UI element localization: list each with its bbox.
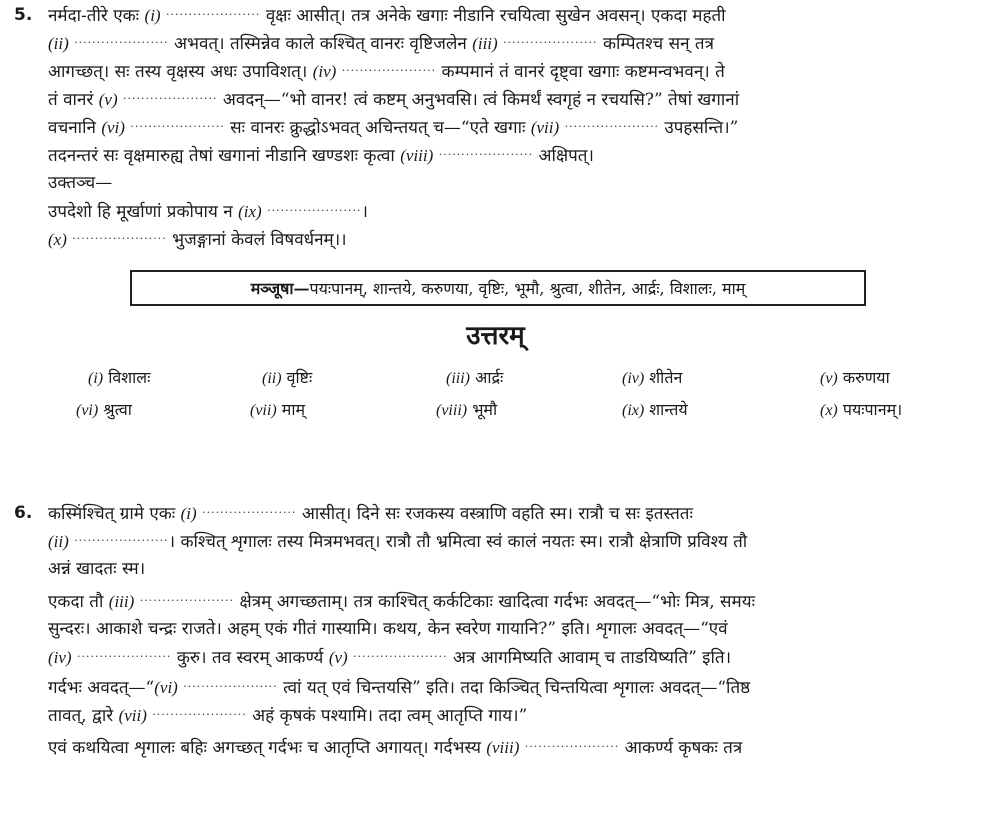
blank-label: (viii) xyxy=(486,738,520,757)
q6-line-2 xyxy=(48,528,973,555)
answer-item xyxy=(436,398,497,420)
q5-line-1 xyxy=(48,2,973,29)
answer-num: (ix) xyxy=(622,402,645,419)
text: नर्मदा-तीरे एकः xyxy=(48,6,145,26)
text: गर्दभः अवदत्—“ xyxy=(48,678,155,698)
question-6-number: 6. xyxy=(14,503,33,523)
answer-word: शीतेन xyxy=(649,368,683,387)
blank-label: (vii) xyxy=(530,118,560,137)
blank-dots: ····················· xyxy=(74,534,169,547)
blank-label: (iv) xyxy=(312,62,337,81)
blank-label: (iii) xyxy=(472,34,498,53)
answer-num: (vi) xyxy=(76,402,99,419)
blank-label: (iv) xyxy=(48,648,72,667)
text: वृक्षः आसीत्। तत्र अनेके खगाः नीडानि रचयित्वा सुखेन अवसन्। एकदा महती xyxy=(265,6,726,26)
text: । xyxy=(361,202,368,222)
blank-dots: ····················· xyxy=(165,8,261,21)
answer-word: भूमौ xyxy=(472,400,498,419)
answer-word: माम् xyxy=(281,400,306,419)
blank-label: (vi) xyxy=(154,678,178,697)
text: आसीत्। दिने सः रजकस्य वस्त्राणि वहति स्म। रात्रौ च सः इतस्ततः xyxy=(301,504,693,524)
text: तावत्, द्वारे xyxy=(48,706,119,726)
text: एवं कथयित्वा शृगालः बहिः अगच्छत् गर्दभः च आतृप्ति अगायत्। गर्दभस्य xyxy=(48,738,487,758)
text: आकर्ण्य कृषकः तत्र xyxy=(624,738,743,758)
q6-line-5 xyxy=(48,616,973,642)
answer-item xyxy=(250,398,305,420)
answer-num: (v) xyxy=(820,370,838,387)
answer-word: आर्द्रः xyxy=(475,368,504,387)
word-box-words: पयःपानम्, शान्तये, करुणया, वृष्टिः, भूमौ, श्रुत्वा, शीतेन, आर्द्रः, विशालः, माम् xyxy=(309,279,746,298)
text: क्षेत्रम् अगच्छताम्। तत्र काश्चित् कर्कटिकाः खादित्वा गर्दभः अवदत्—“भोः मित्र, समयः xyxy=(239,592,756,612)
answer-item xyxy=(622,398,688,420)
text: अक्षिपत्। xyxy=(538,146,594,166)
answer-row-2 xyxy=(70,398,940,422)
blank-dots: ····················· xyxy=(152,708,247,721)
text: वचनानि xyxy=(48,118,102,138)
text: । कश्चित् शृगालः तस्य मित्रमभवत्। रात्रौ तौ भ्रमित्वा स्वं कालं नयतः स्म। रात्रौ क्षेत्राणि प्रविश्य तौ xyxy=(168,532,748,552)
blank-dots: ····················· xyxy=(72,232,167,245)
blank-label: (vi) xyxy=(101,118,125,137)
q5-quote-label: उक्तञ्च— xyxy=(48,173,113,193)
answer-row-1 xyxy=(70,366,940,390)
text: कम्पितश्च सन् तत्र xyxy=(602,34,714,54)
blank-dots: ····················· xyxy=(438,148,534,161)
question-5-number: 5. xyxy=(14,5,33,25)
q5-line-2 xyxy=(48,30,973,57)
blank-dots: ····················· xyxy=(564,120,659,133)
q5-line-4 xyxy=(48,86,973,113)
answer-word: पयःपानम्। xyxy=(842,400,903,419)
q5-line-5 xyxy=(48,114,973,141)
blank-label: (vii) xyxy=(118,706,147,725)
answer-item xyxy=(262,366,312,388)
blank-label: (v) xyxy=(98,90,118,109)
text: तदनन्तरं सः वृक्षमारुह्य तेषां खगानां नीडानि खण्डशः कृत्वा xyxy=(48,146,401,166)
blank-dots: ····················· xyxy=(183,680,278,693)
answer-item xyxy=(820,398,902,420)
answer-num: (iv) xyxy=(622,370,645,387)
answer-num: (iii) xyxy=(446,370,470,387)
q5-verse-line-2 xyxy=(48,226,973,253)
answer-item xyxy=(76,398,132,420)
text: तं वानरं xyxy=(48,90,99,110)
blank-dots: ····················· xyxy=(77,650,172,663)
answer-num: (i) xyxy=(88,370,104,387)
answer-word: करुणया xyxy=(842,368,890,387)
blank-dots: ····················· xyxy=(202,506,297,519)
text: कस्मिंश्चित् ग्रामे एकः xyxy=(48,504,181,524)
text: अभवत्। तस्मिन्नेव काले कश्चित् वानरः वृष्टिजलेन xyxy=(174,34,473,54)
text: कुरु। तव स्वरम् आकर्ण्य xyxy=(176,648,329,668)
answer-word: विशालः xyxy=(108,368,151,387)
blank-dots: ····················· xyxy=(123,92,218,105)
q6-line-4 xyxy=(48,588,973,615)
blank-dots: ····················· xyxy=(353,650,448,663)
blank-label: (x) xyxy=(48,230,67,249)
q5-line-6 xyxy=(48,142,973,169)
text: अत्र आगमिष्यति आवाम् च ताडयिष्यति” इति। xyxy=(452,648,732,668)
blank-label: (ii) xyxy=(48,532,69,551)
text: एकदा तौ xyxy=(48,592,109,612)
blank-label: (i) xyxy=(180,504,197,523)
answer-item xyxy=(88,366,150,388)
answer-word: श्रुत्वा xyxy=(103,400,132,419)
text: अवदन्—“भो वानर! त्वं कष्टम् अनुभवसि। त्वं किमर्थं स्वगृहं न रचयसि?” तेषां खगानां xyxy=(222,90,740,110)
answer-item xyxy=(446,366,503,388)
q6-line-7 xyxy=(48,674,973,701)
blank-dots: ····················· xyxy=(524,740,620,753)
q6-line-9 xyxy=(48,734,973,761)
q6-line-6 xyxy=(48,644,973,671)
blank-dots: ····················· xyxy=(139,594,235,607)
blank-label: (ii) xyxy=(48,34,69,53)
answer-word: शान्तये xyxy=(649,400,688,419)
q5-line-3 xyxy=(48,58,973,85)
q6-line-8 xyxy=(48,702,973,729)
q6-line-1 xyxy=(48,500,973,527)
q5-verse-line-1 xyxy=(48,198,973,225)
answer-heading: उत्तरम् xyxy=(466,321,525,351)
text: सुन्दरः। आकाशे चन्द्रः राजते। अहम् एकं गीतं गास्यामि। कथय, केन स्वरेण गायानि?” इति। शृगालः अवदत्—“एवं xyxy=(48,619,728,639)
answer-num: (x) xyxy=(820,402,838,419)
blank-label: (v) xyxy=(328,648,348,667)
answer-num: (vii) xyxy=(250,402,277,419)
answer-item xyxy=(820,366,890,388)
word-box-label: मञ्जूषा— xyxy=(250,279,310,298)
text: भुजङ्गानां केवलं विषवर्धनम्।। xyxy=(172,230,347,250)
blank-label: (i) xyxy=(144,6,161,25)
text: अन्नं खादतः स्म। xyxy=(48,559,146,579)
text: सः वानरः क्रुद्धोऽभवत् अचिन्तयत् च—“एते खगाः xyxy=(230,118,531,138)
text: अहं कृषकं पश्यामि। तदा त्वम् आतृप्ति गाय।” xyxy=(252,706,528,726)
q6-line-3 xyxy=(48,556,973,582)
blank-label: (iii) xyxy=(108,592,135,611)
blank-label: (viii) xyxy=(400,146,434,165)
blank-dots: ····················· xyxy=(267,204,362,217)
word-box xyxy=(130,270,866,306)
blank-label: (ix) xyxy=(238,202,262,221)
answer-num: (viii) xyxy=(436,402,468,419)
text: त्वां यत् एवं चिन्तयसि” इति। तदा किञ्चित् चिन्तयित्वा शृगालः अवदत्—“तिष्ठ xyxy=(283,678,751,698)
answer-item xyxy=(622,366,682,388)
text: आगच्छत्। सः तस्य वृक्षस्य अधः उपाविशत्। xyxy=(48,62,313,82)
text: कम्पमानं तं वानरं दृष्ट्वा खगाः कष्टमन्वभवन्। ते xyxy=(441,62,725,82)
answer-num: (ii) xyxy=(262,370,282,387)
blank-dots: ····················· xyxy=(130,120,225,133)
answer-word: वृष्टिः xyxy=(286,368,313,387)
blank-dots: ····················· xyxy=(341,64,437,77)
text: उपदेशो हि मूर्खाणां प्रकोपाय न xyxy=(48,202,239,222)
blank-dots: ····················· xyxy=(503,36,598,49)
blank-dots: ····················· xyxy=(74,36,169,49)
text: उपहसन्ति।” xyxy=(664,118,739,138)
